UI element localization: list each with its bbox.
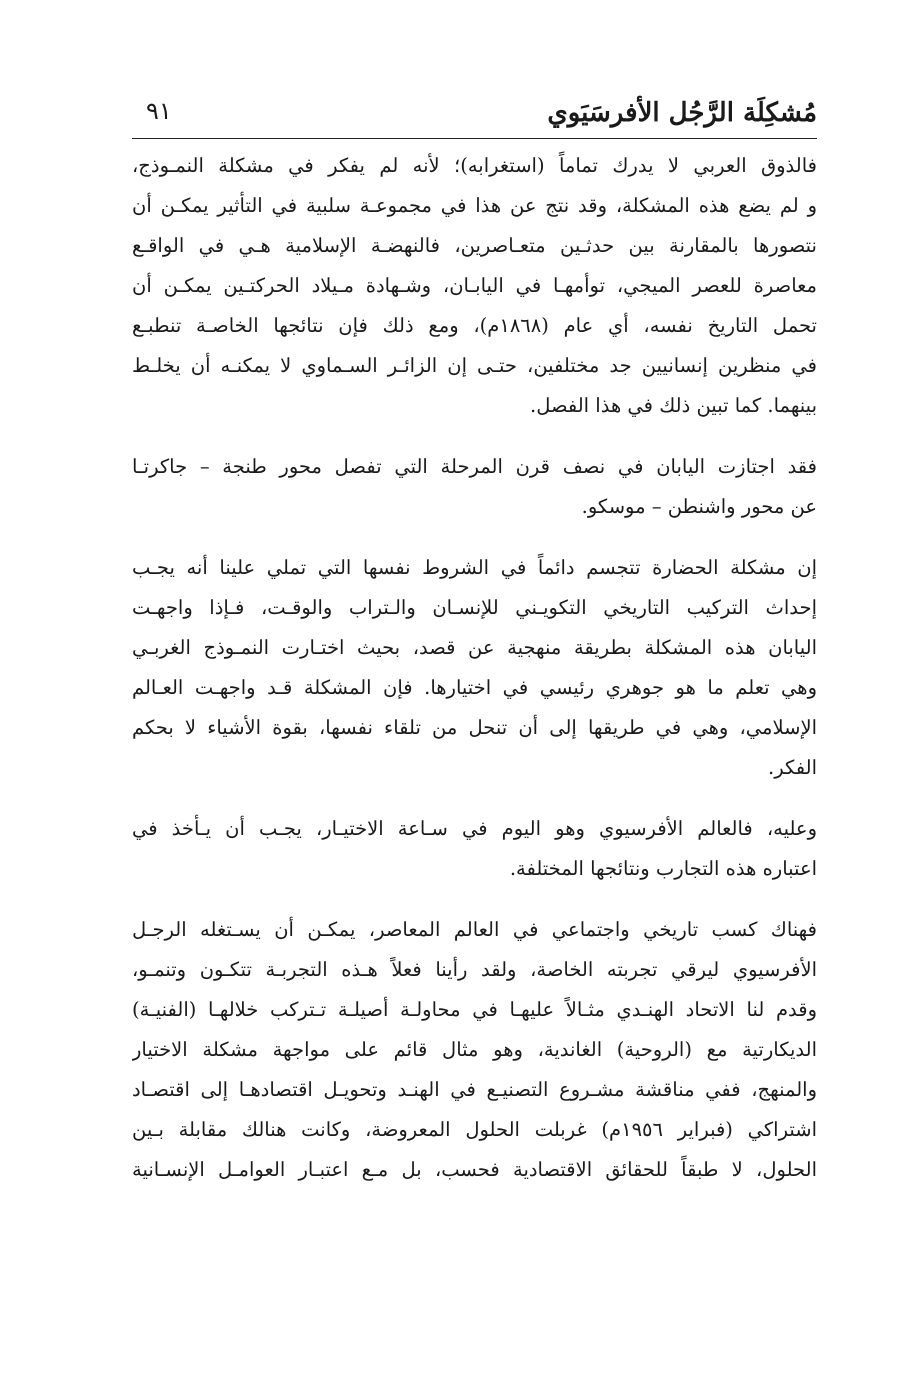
- paragraph: [132, 548, 817, 788]
- text-line: الأفرسيوي ليرقي تجربته الخاصة، ولقد رأينا فعلاً هـذه التجربـة تتكـون وتنمـو،: [132, 958, 817, 981]
- text-line: الإسلامي، وهي في طريقها إلى أن تنحل من تلقاء نفسها، بقوة الأشياء لا بحكم: [132, 716, 817, 739]
- text-line: عن محور واشنطن – موسكو.: [581, 495, 817, 518]
- text-line: فهناك كسب تاريخي واجتماعي في العالم المعاصر، يمكـن أن يسـتغله الرجـل: [132, 918, 817, 941]
- paragraph: [132, 910, 817, 1190]
- text-line: الديكارتية مع (الروحية) الغاندية، وهو مثال قائم على مواجهة مشكلة الاختيار: [132, 1038, 817, 1061]
- running-title: مُشكِلَة الرَّجُل الأفرسَيَوي: [547, 98, 817, 128]
- text-line: معاصرة للعصر الميجي، توأمهـا في اليابـان، وشـهادة مـيلاد الحركتـين يمكـن أن: [132, 274, 817, 297]
- text-line: اشتراكي (فبراير ١٩٥٦م) غربلت الحلول المعروضة، وكانت هنالك مقابلة بـين: [132, 1118, 817, 1141]
- header-rule: [132, 138, 817, 139]
- paragraph: [132, 809, 817, 889]
- text-line: وهي تعلم ما هو جوهري رئيسي في اختيارها. فإن المشكلة قـد واجهـت العـالم: [132, 676, 817, 699]
- text-line: وقدم لنا الاتحاد الهنـدي مثـالاً عليهـا في محاولـة أصيلـة تـتركب خلالهـا (الفنيـة): [132, 998, 817, 1021]
- text-line: نتصورها بالمقارنة بين حدثـين متعـاصرين، فالنهضـة الإسلامية هـي في الواقـع: [132, 234, 817, 257]
- text-line: بينهما. كما تبين ذلك في هذا الفصل.: [530, 394, 817, 417]
- text-line: اليابان هذه المشكلة بطريقة منهجية عن قصد، بحيث اختـارت النمـوذج الغربـي: [132, 636, 817, 659]
- text-line: فقد اجتازت اليابان في نصف قرن المرحلة التي تفصل محور طنجة – جاكرتـا: [132, 455, 817, 478]
- text-line: تحمل التاريخ نفسه، أي عام (١٨٦٨م)، ومع ذلك فإن نتائجها الخاصـة تنطبـع: [132, 314, 817, 337]
- text-line: والمنهج، ففي مناقشة مشـروع التصنيـع في الهنـد وتحويـل اقتصادهـا إلى اقتصـاد: [132, 1078, 817, 1101]
- text-line: وعليه، فالعالم الأفرسيوي وهو اليوم في سـاعة الاختيـار، يجـب أن يـأخذ في: [132, 817, 817, 840]
- running-header: [132, 92, 817, 134]
- text-line: فالذوق العربي لا يدرك تماماً (استغرابه)؛ لأنه لم يفكر في مشكلة النمـوذج،: [132, 154, 817, 177]
- text-line: الحلول، لا طبقاً للحقائق الاقتصادية فحسب، بل مـع اعتبـار العوامـل الإنسـانية: [132, 1158, 817, 1181]
- text-line: إن مشكلة الحضارة تتجسم دائماً في الشروط نفسها التي تملي علينا أنه يجـب: [132, 556, 817, 579]
- text-line: الفكر.: [768, 756, 817, 779]
- paragraph: [132, 447, 817, 527]
- text-line: إحداث التركيب التاريخي التكويـني للإنسـان والـتراب والوقـت، فـإذا واجهـت: [132, 596, 817, 619]
- text-body: [132, 146, 817, 1211]
- paragraph: [132, 146, 817, 426]
- page-number: ٩١: [146, 97, 172, 125]
- text-line: في منظرين إنسانيين جد مختلفين، حتـى إن الزائـر السـماوي لا يمكنـه أن يخلـط: [132, 354, 817, 377]
- text-line: و لم يضع هذه المشكلة، وقد نتج عن هذا في مجموعـة سلبية في التأثير يمكـن أن: [132, 194, 817, 217]
- text-line: اعتباره هذه التجارب ونتائجها المختلفة.: [509, 857, 817, 880]
